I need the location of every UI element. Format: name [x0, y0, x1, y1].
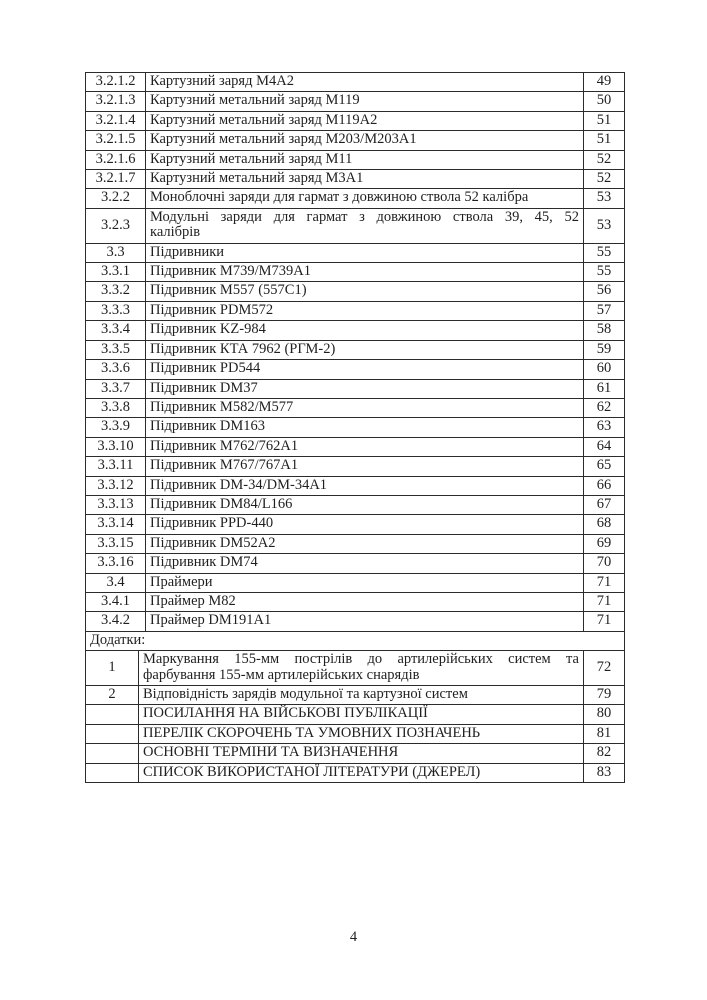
entry-title-cell: Підривник М762/762А1: [146, 437, 584, 456]
toc-row: [86, 340, 625, 359]
section-number-cell: 3.3.7: [86, 379, 146, 398]
entry-title-cell: Підривник KZ-984: [146, 321, 584, 340]
section-number-cell: 3.3.3: [86, 301, 146, 320]
toc-row: [86, 321, 625, 340]
page-number-cell: 82: [584, 744, 625, 763]
toc-row: [86, 360, 625, 379]
section-number-cell: 3.2.1.5: [86, 131, 146, 150]
entry-title-cell: Моноблочні заряди для гармат з довжиною ствола 52 калібра: [146, 189, 584, 208]
section-number-cell: [86, 724, 139, 743]
page-number-cell: 79: [584, 686, 625, 705]
toc-row: [86, 592, 625, 611]
toc-row: [86, 457, 625, 476]
entry-title-cell: Картузний метальний заряд М3А1: [146, 170, 584, 189]
page-number-cell: 71: [584, 592, 625, 611]
entry-title-cell: ПОСИЛАННЯ НА ВІЙСЬКОВІ ПУБЛІКАЦІЇ: [139, 705, 584, 724]
entry-title-cell: Картузний метальний заряд М11: [146, 150, 584, 169]
toc-row: [86, 282, 625, 301]
section-number-cell: 3.3.1: [86, 263, 146, 282]
entry-title-cell: Підривник М739/М739А1: [146, 263, 584, 282]
page-number-cell: 52: [584, 150, 625, 169]
section-number-cell: 3.3.8: [86, 398, 146, 417]
section-number-cell: 3.3.14: [86, 515, 146, 534]
toc-row: [86, 437, 625, 456]
page-number-cell: 70: [584, 554, 625, 573]
entry-title-cell: Підривник DM37: [146, 379, 584, 398]
page-number-cell: 49: [584, 73, 625, 92]
appendix-row: [86, 724, 625, 743]
section-number-cell: 3.2.1.3: [86, 92, 146, 111]
entry-title-cell: Картузний заряд М4А2: [146, 73, 584, 92]
toc-table: [85, 72, 625, 632]
entry-title-cell: СПИСОК ВИКОРИСТАНОЇ ЛІТЕРАТУРИ (ДЖЕРЕЛ): [139, 763, 584, 782]
toc-row: [86, 554, 625, 573]
entry-title-cell: [146, 208, 584, 243]
appendix-row: [86, 686, 625, 705]
toc-row: [86, 515, 625, 534]
entry-title-cell: Підривник КТА 7962 (РГМ-2): [146, 340, 584, 359]
entry-title-cell: Підривники: [146, 243, 584, 262]
section-number-cell: 3.4.1: [86, 592, 146, 611]
appendix-row: [86, 763, 625, 782]
entry-title-cell: Підривник DM163: [146, 418, 584, 437]
page-number-cell: 51: [584, 131, 625, 150]
toc-row: [86, 495, 625, 514]
page-number-cell: 56: [584, 282, 625, 301]
page-number-cell: 52: [584, 170, 625, 189]
entry-title-line: фарбування 155-мм артилерійських снарядів: [143, 666, 420, 683]
page-number-cell: 69: [584, 534, 625, 553]
section-number-cell: 3.3.6: [86, 360, 146, 379]
appendix-section-label: Додатки:: [86, 631, 625, 650]
entry-title-cell: Підривник DM84/L166: [146, 495, 584, 514]
toc-row: [86, 92, 625, 111]
toc-row: [86, 379, 625, 398]
toc-row: [86, 150, 625, 169]
page-number-cell: 72: [584, 651, 625, 686]
page-number-cell: 62: [584, 398, 625, 417]
page-number-cell: 58: [584, 321, 625, 340]
page-number-cell: 81: [584, 724, 625, 743]
section-number-cell: 3.3.9: [86, 418, 146, 437]
entry-title-line: Модульні заряди для гармат з довжиною ствола 39, 45, 52: [150, 208, 579, 225]
section-number-cell: 3.3.10: [86, 437, 146, 456]
section-number-cell: 3.3.2: [86, 282, 146, 301]
section-number-cell: [86, 744, 139, 763]
section-number-cell: 3.3.4: [86, 321, 146, 340]
page-number-cell: 64: [584, 437, 625, 456]
entry-title-cell: Підривник DM52А2: [146, 534, 584, 553]
entry-title-cell: Праймери: [146, 573, 584, 592]
entry-title-line: Маркування 155-мм пострілів до артилерійських систем та: [143, 651, 579, 668]
section-number-cell: 3.3.13: [86, 495, 146, 514]
page-number-cell: 63: [584, 418, 625, 437]
section-number-cell: 3.2.3: [86, 208, 146, 243]
section-number-cell: 3.2.1.4: [86, 111, 146, 130]
page-number-cell: 71: [584, 573, 625, 592]
appendix-table: [85, 631, 625, 783]
page-number-cell: 60: [584, 360, 625, 379]
toc-row: [86, 73, 625, 92]
entry-title-cell: [139, 651, 584, 686]
entry-title-cell: Підривник М582/М577: [146, 398, 584, 417]
entry-title-cell: Картузний метальний заряд М119А2: [146, 111, 584, 130]
toc-row: [86, 301, 625, 320]
section-number-cell: 3.2.2: [86, 189, 146, 208]
page-number-cell: 71: [584, 612, 625, 631]
section-number-cell: [86, 705, 139, 724]
entry-title-cell: Праймер М82: [146, 592, 584, 611]
entry-title-cell: Підривник DM74: [146, 554, 584, 573]
page-number-cell: 66: [584, 476, 625, 495]
entry-title-cell: Підривник PDM572: [146, 301, 584, 320]
entry-title-cell: Відповідність зарядів модульної та картузної систем: [139, 686, 584, 705]
page-number-cell: 61: [584, 379, 625, 398]
page-number-cell: 68: [584, 515, 625, 534]
toc-row: [86, 476, 625, 495]
page-number-cell: 67: [584, 495, 625, 514]
page-number-cell: 53: [584, 208, 625, 243]
entry-title-cell: Підривник PD544: [146, 360, 584, 379]
section-number-cell: 3.2.1.7: [86, 170, 146, 189]
page-number-cell: 65: [584, 457, 625, 476]
toc-row: [86, 573, 625, 592]
toc-row: [86, 170, 625, 189]
entry-title-cell: Підривник PPD-440: [146, 515, 584, 534]
section-number-cell: 3.4: [86, 573, 146, 592]
entry-title-cell: Картузний метальний заряд М119: [146, 92, 584, 111]
section-number-cell: [86, 763, 139, 782]
entry-title-cell: ПЕРЕЛІК СКОРОЧЕНЬ ТА УМОВНИХ ПОЗНАЧЕНЬ: [139, 724, 584, 743]
page-number-cell: 80: [584, 705, 625, 724]
appendix-row: [86, 744, 625, 763]
section-number-cell: 3.3.15: [86, 534, 146, 553]
page-number-cell: 51: [584, 111, 625, 130]
entry-title-cell: ОСНОВНІ ТЕРМІНИ ТА ВИЗНАЧЕННЯ: [139, 744, 584, 763]
section-number-cell: 3.3.12: [86, 476, 146, 495]
toc-row: [86, 418, 625, 437]
entry-title-line: калібрів: [150, 224, 201, 241]
entry-title-cell: Праймер DM191А1: [146, 612, 584, 631]
section-number-cell: 1: [86, 651, 139, 686]
page-number-cell: 55: [584, 243, 625, 262]
section-number-cell: 3.4.2: [86, 612, 146, 631]
toc-row: [86, 534, 625, 553]
appendix-header-row: [86, 631, 625, 650]
section-number-cell: 3.3.5: [86, 340, 146, 359]
toc-row: [86, 208, 625, 243]
toc-row: [86, 263, 625, 282]
section-number-cell: 3.3.11: [86, 457, 146, 476]
section-number-cell: 3.2.1.2: [86, 73, 146, 92]
section-number-cell: 2: [86, 686, 139, 705]
toc-row: [86, 398, 625, 417]
toc-row: [86, 612, 625, 631]
section-number-cell: 3.2.1.6: [86, 150, 146, 169]
entry-title-cell: Підривник М557 (557С1): [146, 282, 584, 301]
entry-title-cell: Картузний метальний заряд М203/М203А1: [146, 131, 584, 150]
table-of-contents: [85, 72, 624, 783]
footer-page-number: 4: [349, 929, 358, 945]
toc-row: [86, 189, 625, 208]
page-number-cell: 59: [584, 340, 625, 359]
toc-row: [86, 131, 625, 150]
page-number-cell: 57: [584, 301, 625, 320]
entry-title-cell: Підривник М767/767А1: [146, 457, 584, 476]
page-number-cell: 55: [584, 263, 625, 282]
section-number-cell: 3.3: [86, 243, 146, 262]
entry-title-cell: Підривник DM-34/DM-34А1: [146, 476, 584, 495]
page-number-cell: 83: [584, 763, 625, 782]
appendix-row: [86, 705, 625, 724]
page-number-cell: 50: [584, 92, 625, 111]
appendix-row: [86, 651, 625, 686]
section-number-cell: 3.3.16: [86, 554, 146, 573]
page-number-cell: 53: [584, 189, 625, 208]
toc-row: [86, 111, 625, 130]
toc-row: [86, 243, 625, 262]
